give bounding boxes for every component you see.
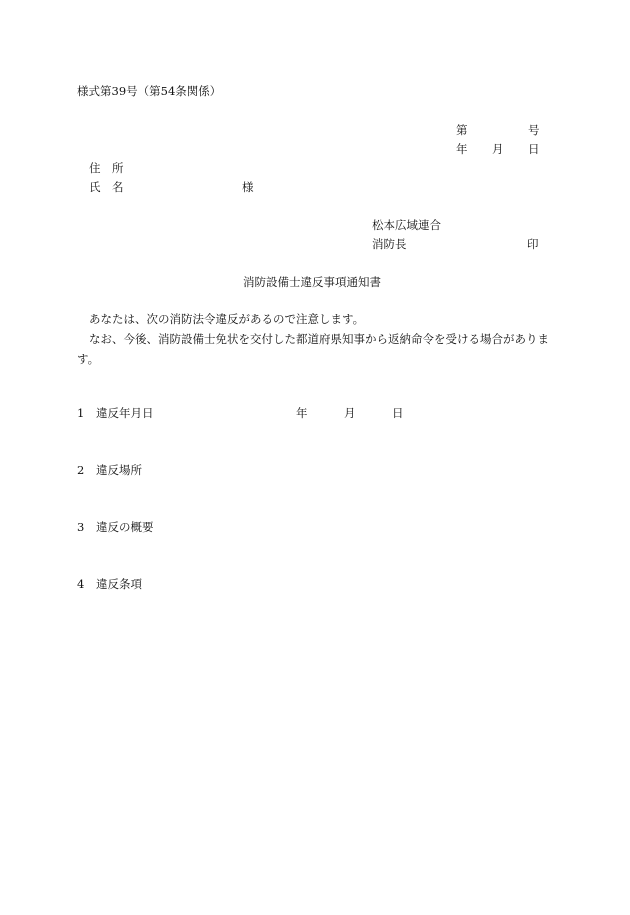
item-4-number: 4: [77, 577, 85, 591]
item-3-label: 違反の概要: [96, 520, 154, 534]
doc-date-month: 月: [492, 142, 504, 156]
sender-seal: 印: [527, 237, 539, 251]
item-1-number: 1: [77, 406, 85, 420]
item-3-number: 3: [77, 520, 85, 534]
form-label: 様式第39号（第54条関係）: [77, 84, 222, 98]
item-4-label: 違反条項: [96, 577, 142, 591]
item-1-year: 年: [296, 406, 308, 420]
recipient-honorific: 様: [242, 180, 254, 194]
item-1-month: 月: [344, 406, 356, 420]
body-line-1: あなたは、次の消防法令違反があるので注意します。: [89, 312, 365, 326]
item-2-label: 違反場所: [96, 463, 142, 477]
item-1-label: 違反年月日: [96, 406, 154, 420]
doc-date-day: 日: [528, 142, 540, 156]
sender-org: 松本広域連合: [372, 218, 441, 232]
recipient-name-label: 氏 名: [89, 180, 124, 194]
item-1-day: 日: [392, 406, 404, 420]
recipient-address-label: 住 所: [89, 161, 124, 175]
item-2-number: 2: [77, 463, 85, 477]
document-title: 消防設備士違反事項通知書: [243, 275, 381, 289]
body-line-2: なお、今後、消防設備士免状を交付した都道府県知事から返納命令を受ける場合があります。: [77, 332, 549, 366]
doc-number-prefix: 第: [456, 123, 468, 137]
doc-number-suffix: 号: [528, 123, 540, 137]
doc-date-year: 年: [456, 142, 468, 156]
sender-title: 消防長: [372, 237, 407, 251]
